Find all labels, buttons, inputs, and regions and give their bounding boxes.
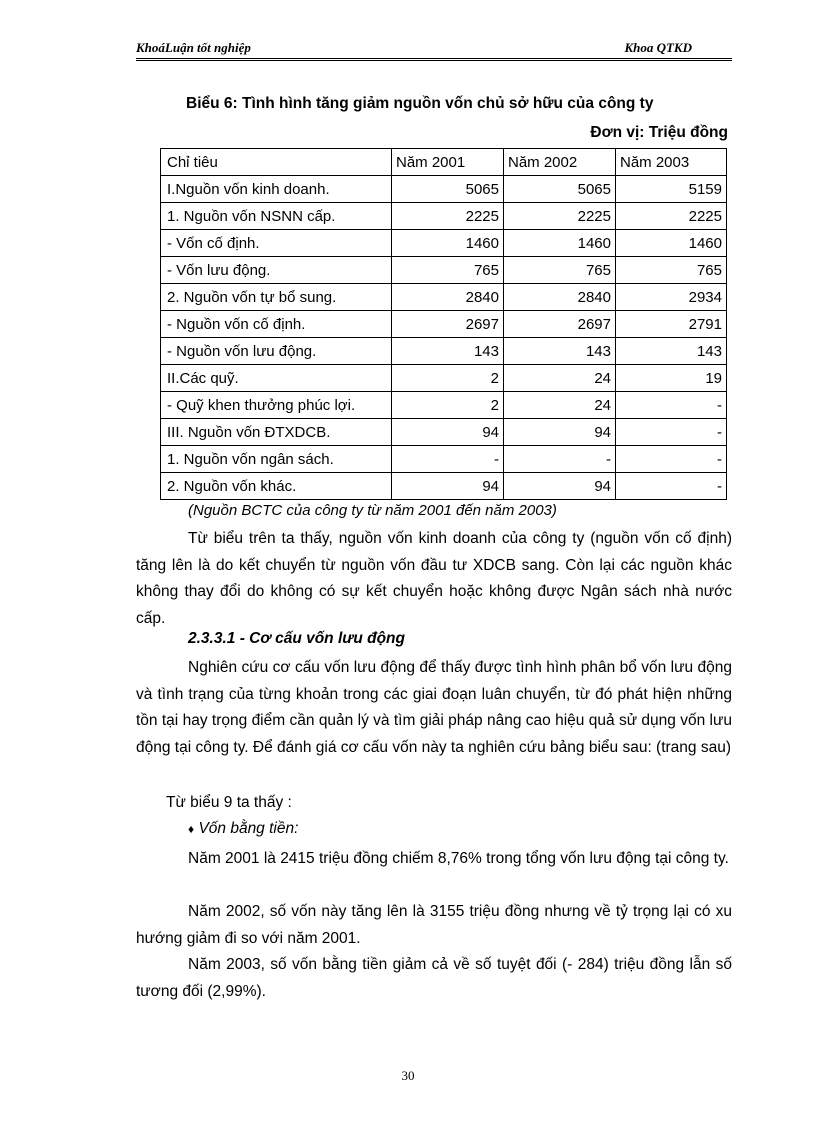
header-cell: Chỉ tiêu	[161, 149, 392, 176]
table-row	[161, 446, 727, 473]
table-row	[161, 203, 727, 230]
table-cell: -	[616, 473, 727, 500]
unit-label: Đơn vị: Triệu đồng	[590, 124, 728, 141]
table-cell: -	[616, 392, 727, 419]
table-cell: 1460	[392, 230, 504, 257]
table-cell: 94	[504, 473, 616, 500]
paragraph	[136, 899, 732, 952]
diamond-bullet-icon: ♦	[188, 822, 195, 836]
table-cell: 2697	[392, 311, 504, 338]
table-cell: I.Nguồn vốn kinh doanh.	[161, 176, 392, 203]
bullet-text: Vốn bằng tiền:	[198, 820, 299, 837]
table-cell: 19	[616, 365, 727, 392]
header-rule	[136, 58, 732, 61]
table-cell: 5065	[504, 176, 616, 203]
table-cell: 2225	[504, 203, 616, 230]
table-row	[161, 365, 727, 392]
header-right: Khoa QTKD	[624, 40, 692, 55]
table-header-row	[161, 149, 727, 176]
table-cell: 2225	[616, 203, 727, 230]
table-cell: 2934	[616, 284, 727, 311]
header-cell: Năm 2003	[616, 149, 727, 176]
table-cell: 1. Nguồn vốn ngân sách.	[161, 446, 392, 473]
table-source: (Nguồn BCTC của công ty từ năm 2001 đến năm 2003)	[188, 502, 557, 519]
table-cell: -	[504, 446, 616, 473]
table-cell: 2. Nguồn vốn tự bổ sung.	[161, 284, 392, 311]
table-cell: -	[616, 419, 727, 446]
table-cell: 765	[392, 257, 504, 284]
paragraph	[136, 655, 732, 761]
table-cell: 94	[392, 473, 504, 500]
table-cell: 2. Nguồn vốn khác.	[161, 473, 392, 500]
table-cell: 2791	[616, 311, 727, 338]
table-row	[161, 257, 727, 284]
table-cell: 5065	[392, 176, 504, 203]
table-row	[161, 419, 727, 446]
table-cell: - Nguồn vốn cố định.	[161, 311, 392, 338]
table-cell: -	[616, 446, 727, 473]
paragraph	[136, 846, 732, 873]
table-cell: - Quỹ khen thưởng phúc lợi.	[161, 392, 392, 419]
table-cell: 143	[504, 338, 616, 365]
table-cell: 143	[392, 338, 504, 365]
table-cell: 765	[504, 257, 616, 284]
table-cell: 765	[616, 257, 727, 284]
bullet-line	[188, 820, 298, 838]
paragraph-text: Từ biểu trên ta thấy, nguồn vốn kinh doanh của công ty (nguồn vốn cố định) tăng lên là do kết chuyển từ nguồn vốn đầu tư XDCB sang. Còn lại các nguồn khác không thay đổi do không có sự kết chuyển hoặc không được Ngân sách nhà nước cấp.	[136, 530, 732, 627]
page-number: 30	[401, 1068, 415, 1083]
paragraph	[136, 952, 732, 1005]
table-row	[161, 311, 727, 338]
table-cell: III. Nguồn vốn ĐTXDCB.	[161, 419, 392, 446]
table-row	[161, 473, 727, 500]
table-cell: 5159	[616, 176, 727, 203]
table-row	[161, 230, 727, 257]
paragraph-text: Năm 2002, số vốn này tăng lên là 3155 triệu đồng nhưng về tỷ trọng lại có xu hướng giảm đi so với năm 2001.	[136, 903, 732, 947]
table-cell: 2697	[504, 311, 616, 338]
table-cell: 24	[504, 365, 616, 392]
table-cell: 94	[504, 419, 616, 446]
table-row	[161, 284, 727, 311]
table-body	[161, 149, 727, 500]
paragraph-text: Năm 2003, số vốn bằng tiền giảm cả về số tuyệt đối (- 284) triệu đồng lẫn số tương đối (2,99%).	[136, 956, 732, 1000]
paragraph	[136, 526, 732, 632]
header-cell: Năm 2001	[392, 149, 504, 176]
capital-table	[160, 148, 727, 500]
table-cell: 2	[392, 392, 504, 419]
table-cell: 1460	[616, 230, 727, 257]
table-cell: 2	[392, 365, 504, 392]
table-cell: 2840	[504, 284, 616, 311]
table-cell: 24	[504, 392, 616, 419]
paragraph-text: Năm 2001 là 2415 triệu đồng chiếm 8,76% trong tổng vốn lưu động tại công ty.	[188, 850, 729, 867]
table-cell: 1460	[504, 230, 616, 257]
table-title: Biểu 6: Tình hình tăng giảm nguồn vốn chủ sở hữu của công ty	[186, 95, 654, 112]
table-cell: 2225	[392, 203, 504, 230]
body-line: Từ biểu 9 ta thấy :	[166, 794, 292, 811]
table-cell: 143	[616, 338, 727, 365]
paragraph-text: Nghiên cứu cơ cấu vốn lưu động để thấy được tình hình phân bổ vốn lưu động và tình trạng của từng khoản trong các giai đoạn luân chuyển, từ đó phát hiện những tồn tại hay trọng điểm cần quản lý và tìm giải pháp nâng cao hiệu quả sử dụng vốn lưu động tại công ty. Để đánh giá cơ cấu vốn này ta nghiên cứu bảng biểu sau: (trang sau)	[136, 659, 732, 756]
table-cell: - Vốn cố định.	[161, 230, 392, 257]
table-cell: - Nguồn vốn lưu động.	[161, 338, 392, 365]
table-cell: II.Các quỹ.	[161, 365, 392, 392]
header-cell: Năm 2002	[504, 149, 616, 176]
table-row	[161, 392, 727, 419]
table-row	[161, 176, 727, 203]
table-row	[161, 338, 727, 365]
header-left: KhoáLuận tốt nghiệp	[136, 40, 251, 55]
table-cell: 2840	[392, 284, 504, 311]
table-cell: 94	[392, 419, 504, 446]
table-cell: - Vốn lưu động.	[161, 257, 392, 284]
table-cell: -	[392, 446, 504, 473]
table-cell: 1. Nguồn vốn NSNN cấp.	[161, 203, 392, 230]
section-heading: 2.3.3.1 - Cơ cấu vốn lưu động	[188, 630, 405, 647]
